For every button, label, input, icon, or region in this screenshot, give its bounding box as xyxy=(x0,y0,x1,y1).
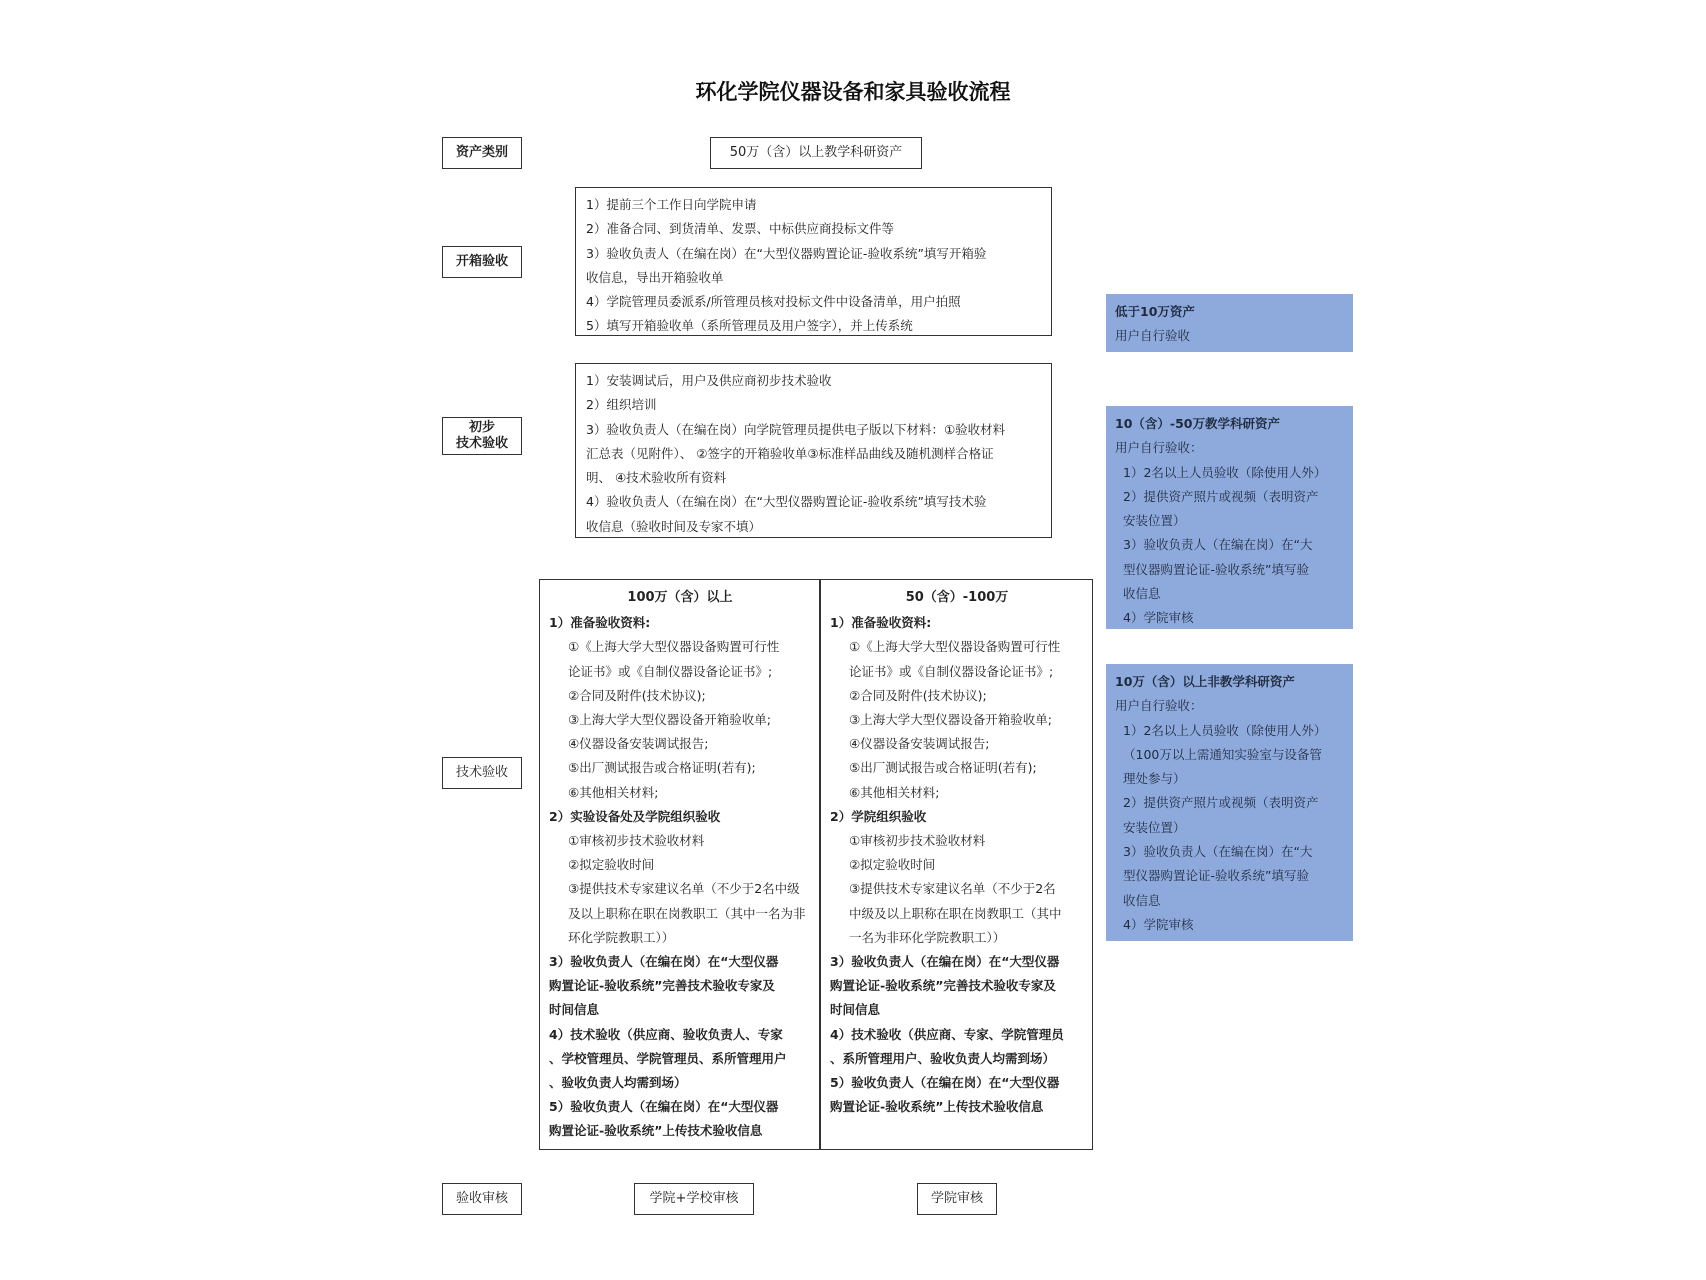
tech-right-heading: 50（含）-100万 xyxy=(905,590,1009,605)
label-technical-text: 技术验收 xyxy=(455,765,508,780)
side-box-non-teaching-list xyxy=(1115,670,1344,937)
asset-category-box xyxy=(710,137,922,169)
unboxing-step: 4）学院管理员委派系/所管理员核对投标文件中设备清单，用户拍照 xyxy=(586,294,961,310)
unboxing-steps-box xyxy=(575,187,1052,336)
tech-left-line: ⑥其他相关材料; xyxy=(568,784,659,800)
side-box-line: 理处参与） xyxy=(1123,771,1186,787)
tech-right-line: ④仪器设备安装调试报告; xyxy=(849,736,990,752)
tech-left-heading: 100万（含）以上 xyxy=(627,590,733,605)
label-unboxing xyxy=(442,246,522,278)
side-box-line: 1）2名以上人员验收（除使用人外） xyxy=(1123,464,1327,480)
side-box-line: 用户自行验收： xyxy=(1115,440,1203,456)
tech-left-line: 4）技术验收（供应商、验收负责人、专家 xyxy=(549,1026,783,1042)
tech-left-line: 购置论证-验收系统”上传技术验收信息 xyxy=(549,1123,763,1139)
review-right-box xyxy=(917,1183,997,1215)
tech-left-line: 1）准备验收资料: xyxy=(549,615,651,631)
side-box-line: 用户自行验收 xyxy=(1115,328,1191,344)
preliminary-step: 收信息（验收时间及专家不填） xyxy=(586,518,762,534)
side-box-line: 10（含）-50万教学科研资产 xyxy=(1115,416,1280,431)
preliminary-steps-box xyxy=(575,363,1052,538)
tech-left-line: ①《上海大学大型仪器设备购置可行性 xyxy=(568,639,780,655)
tech-right-line: 论证书》或《自制仪器设备论证书》; xyxy=(849,663,1054,679)
tech-left-line: ①审核初步技术验收材料 xyxy=(568,833,705,849)
side-box-line: 3）验收负责人（在编在岗）在“大 xyxy=(1123,844,1313,860)
preliminary-step: 明、 ④技术验收所有资料 xyxy=(586,470,727,486)
side-box-100k-500k-list xyxy=(1115,412,1344,631)
label-review-text: 验收审核 xyxy=(455,1191,508,1206)
review-left-box xyxy=(634,1183,754,1215)
side-box-line: 2）提供资产照片或视频（表明资产 xyxy=(1123,488,1319,504)
side-box-under-100k-list xyxy=(1115,300,1344,349)
tech-right-line: ③上海大学大型仪器设备开箱验收单; xyxy=(849,712,1052,728)
side-box-line: 1）2名以上人员验收（除使用人外） xyxy=(1123,722,1327,738)
tech-left-line: ⑤出厂测试报告或合格证明(若有); xyxy=(568,760,756,776)
side-box-line: （100万以上需通知实验室与设备管 xyxy=(1123,746,1322,762)
tech-left-line: ③提供技术专家建议名单（不少于2名中级 xyxy=(568,881,800,897)
tech-right-line: 时间信息 xyxy=(830,1002,881,1018)
side-box-line: 安装位置） xyxy=(1123,819,1186,835)
side-box-line: 3）验收负责人（在编在岗）在“大 xyxy=(1123,537,1313,553)
tech-left-line: 、学校管理员、学院管理员、系所管理用户 xyxy=(549,1050,787,1066)
preliminary-step: 1）安装调试后，用户及供应商初步技术验收 xyxy=(586,373,832,388)
tech-right-line: ③提供技术专家建议名单（不少于2名 xyxy=(849,881,1056,897)
tech-left-column xyxy=(539,579,820,1150)
label-preliminary-line1: 初步 xyxy=(468,420,495,435)
unboxing-step: 3）验收负责人（在编在岗）在“大型仪器购置论证-验收系统”填写开箱验 xyxy=(586,245,987,261)
review-right-text: 学院审核 xyxy=(930,1191,983,1206)
side-box-line: 4）学院审核 xyxy=(1123,916,1194,932)
unboxing-step: 2）准备合同、到货清单、发票、中标供应商投标文件等 xyxy=(586,221,894,237)
tech-right-line: 中级及以上职称在职在岗教职工（其中 xyxy=(849,905,1062,921)
label-preliminary-line2: 技术验收 xyxy=(455,436,508,451)
tech-right-line: 、系所管理用户、验收负责人均需到场） xyxy=(830,1050,1056,1066)
tech-right-line: 2）学院组织验收 xyxy=(830,808,927,824)
label-unboxing-text: 开箱验收 xyxy=(455,254,508,269)
unboxing-step: 5）填写开箱验收单（系所管理员及用户签字），并上传系统 xyxy=(586,318,913,334)
tech-left-line: 时间信息 xyxy=(549,1002,600,1018)
preliminary-step: 4）验收负责人（在编在岗）在“大型仪器购置论证-验收系统”填写技术验 xyxy=(586,494,987,510)
side-box-under-100k xyxy=(1106,294,1353,352)
label-asset-category-text: 资产类别 xyxy=(455,145,508,160)
page-title: 环化学院仪器设备和家具验收流程 xyxy=(695,80,1011,104)
tech-right-line: ⑤出厂测试报告或合格证明(若有); xyxy=(849,760,1037,776)
side-box-line: 用户自行验收： xyxy=(1115,698,1203,714)
tech-left-line: ③上海大学大型仪器设备开箱验收单; xyxy=(568,712,771,728)
tech-left-line: 购置论证-验收系统”完善技术验收专家及 xyxy=(549,978,775,994)
tech-right-line: ①审核初步技术验收材料 xyxy=(849,833,986,849)
tech-left-line: 、验收负责人均需到场） xyxy=(549,1075,687,1091)
side-box-line: 10万（含）以上非教学科研资产 xyxy=(1115,674,1295,689)
review-left-text: 学院+学校审核 xyxy=(649,1191,739,1206)
preliminary-step: 2）组织培训 xyxy=(586,397,657,413)
tech-right-column xyxy=(820,579,1093,1150)
asset-category-value: 50万（含）以上教学科研资产 xyxy=(729,145,903,160)
tech-left-line: 论证书》或《自制仪器设备论证书》; xyxy=(568,663,773,679)
tech-left-line: ④仪器设备安装调试报告; xyxy=(568,736,709,752)
unboxing-steps-list xyxy=(586,193,1041,339)
side-box-line: 收信息 xyxy=(1123,892,1161,908)
tech-left-line: ②拟定验收时间 xyxy=(568,857,655,873)
side-box-line: 型仪器购置论证-验收系统”填写验 xyxy=(1123,868,1309,884)
tech-right-line: ⑥其他相关材料; xyxy=(849,784,940,800)
side-box-line: 2）提供资产照片或视频（表明资产 xyxy=(1123,795,1319,811)
label-review xyxy=(442,1183,522,1215)
tech-right-line: 1）准备验收资料: xyxy=(830,615,932,631)
unboxing-step: 1）提前三个工作日向学院申请 xyxy=(586,197,757,212)
side-box-100k-500k xyxy=(1106,406,1353,629)
tech-left-list xyxy=(549,611,811,1143)
side-box-line: 4）学院审核 xyxy=(1123,610,1194,626)
unboxing-step: 收信息，导出开箱验收单 xyxy=(586,269,724,285)
tech-left-line: 2）实验设备处及学院组织验收 xyxy=(549,808,721,824)
side-box-line: 低于10万资产 xyxy=(1115,304,1195,319)
tech-right-line: ①《上海大学大型仪器设备购置可行性 xyxy=(849,639,1061,655)
tech-left-line: 环化学院教职工）） xyxy=(568,929,675,945)
tech-left-line: 及以上职称在职在岗教职工（其中一名为非 xyxy=(568,905,806,921)
tech-right-line: 购置论证-验收系统”上传技术验收信息 xyxy=(830,1099,1044,1115)
label-asset-category xyxy=(442,137,522,169)
tech-right-line: ②拟定验收时间 xyxy=(849,857,936,873)
preliminary-step: 3）验收负责人（在编在岗）向学院管理员提供电子版以下材料：①验收材料 xyxy=(586,421,1006,437)
tech-right-line: 一名为非环化学院教职工）） xyxy=(849,929,1006,945)
tech-right-line: 4）技术验收（供应商、专家、学院管理员 xyxy=(830,1026,1064,1042)
tech-left-line: ②合同及附件(技术协议); xyxy=(568,687,706,703)
tech-left-line: 3）验收负责人（在编在岗）在“大型仪器 xyxy=(549,954,779,970)
tech-left-line: 5）验收负责人（在编在岗）在“大型仪器 xyxy=(549,1099,779,1115)
preliminary-step: 汇总表（见附件）、 ②签字的开箱验收单③标准样品曲线及随机测样合格证 xyxy=(586,445,994,461)
side-box-line: 收信息 xyxy=(1123,586,1161,602)
side-box-line: 安装位置） xyxy=(1123,513,1186,529)
tech-right-line: 3）验收负责人（在编在岗）在“大型仪器 xyxy=(830,954,1060,970)
tech-right-list xyxy=(830,611,1084,1119)
tech-right-line: 购置论证-验收系统”完善技术验收专家及 xyxy=(830,978,1056,994)
tech-right-line: ②合同及附件(技术协议); xyxy=(849,687,987,703)
side-box-line: 型仪器购置论证-验收系统”填写验 xyxy=(1123,561,1309,577)
side-box-non-teaching xyxy=(1106,664,1353,941)
label-preliminary xyxy=(442,417,522,455)
label-technical xyxy=(442,757,522,789)
tech-right-line: 5）验收负责人（在编在岗）在“大型仪器 xyxy=(830,1075,1060,1091)
preliminary-steps-list xyxy=(586,369,1041,539)
